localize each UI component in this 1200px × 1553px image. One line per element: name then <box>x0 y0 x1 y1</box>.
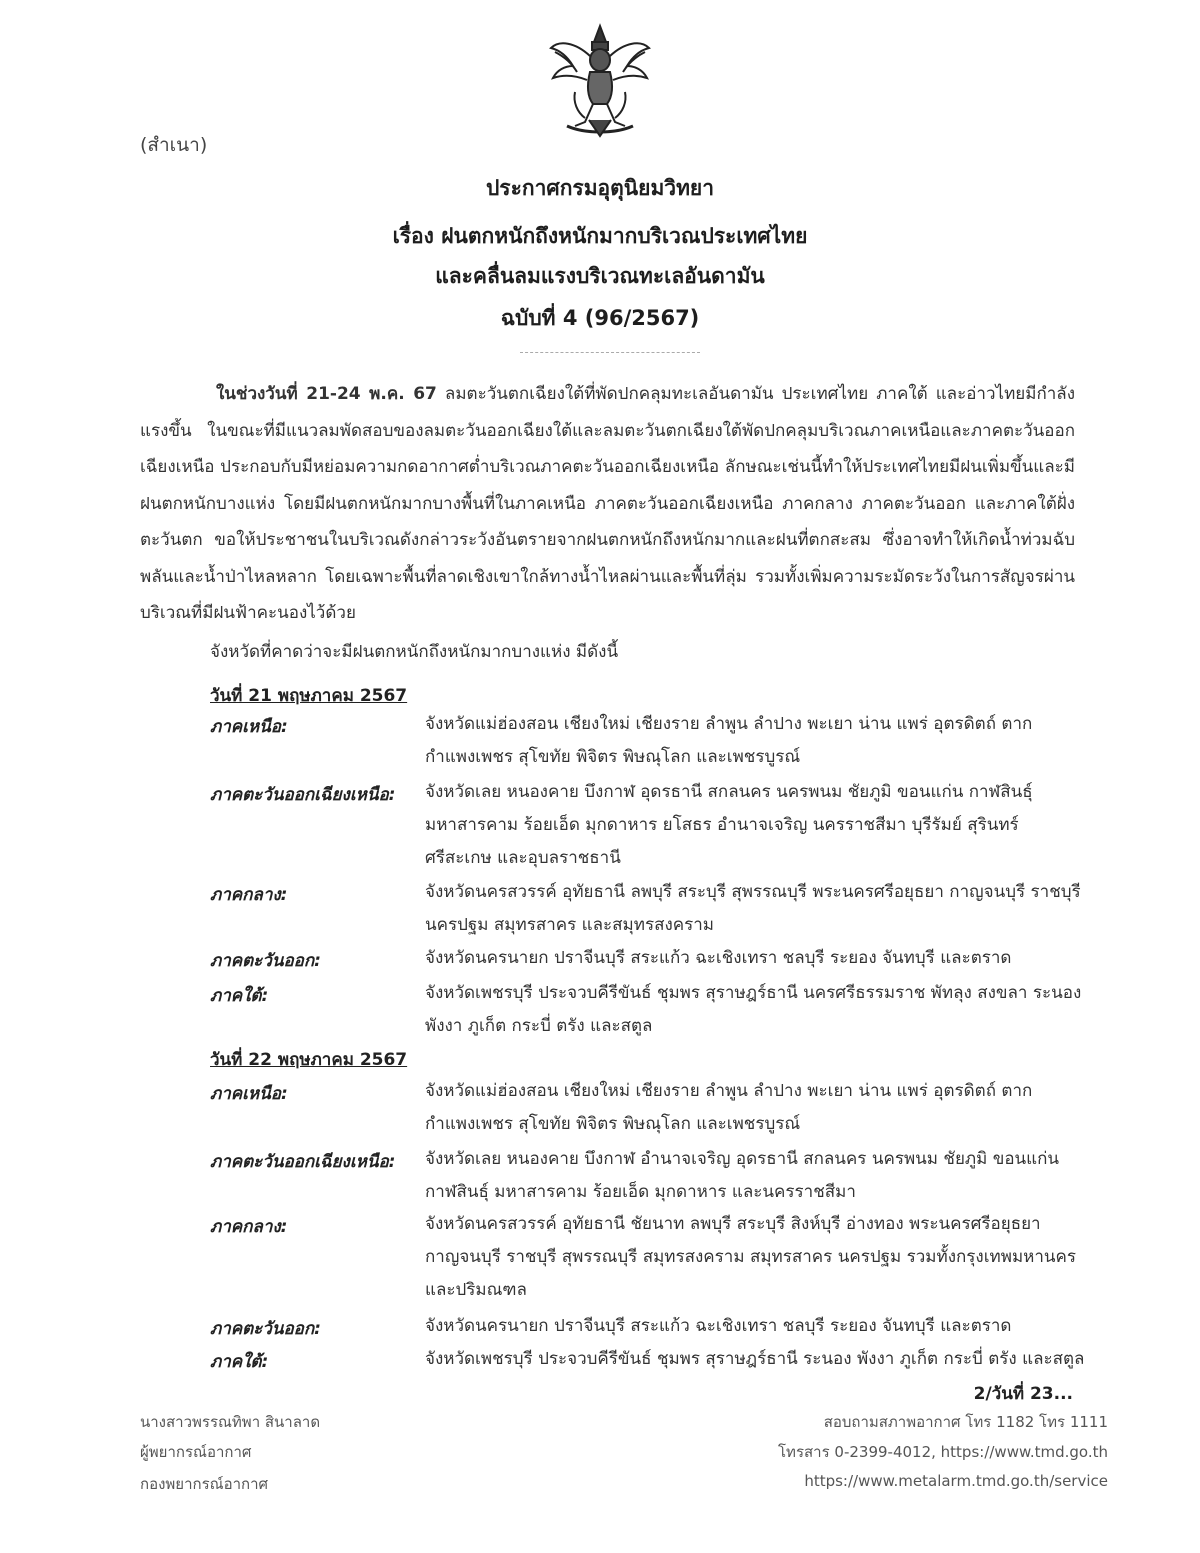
day-heading: วันที่ 21 พฤษภาคม 2567 <box>210 686 408 706</box>
announcement-subject-line2: และคลื่นลมแรงบริเวณทะเลอันดามัน <box>435 264 765 288</box>
region-provinces: จังหวัดเพชรบุรี ประจวบคีรีขันธ์ ชุมพร สุราษฎร์ธานี นครศรีธรรมราช พัทลุง สงขลา ระนอง พังงา ภูเก็ต กระบี่ ตรัง และสตูล <box>425 983 1082 1036</box>
region-provinces: จังหวัดเลย หนองคาย บึงกาฬ อุดรธานี สกลนคร นครพนม ชัยภูมิ ขอนแก่น กาฬสินธุ์ มหาสารคาม ร้อยเอ็ด มุกดาหาร ยโสธร อำนาจเจริญ นครราชสีมา บุรีรัมย์ สุรินทร์ ศรีสะเกษ และอุบลราชธานี <box>425 782 1033 868</box>
next-page-marker: 2/วันที่ 23... <box>973 1384 1073 1404</box>
forecaster-division: กองพยากรณ์อากาศ <box>140 1475 269 1493</box>
region-provinces: จังหวัดนครนายก ปราจีนบุรี สระแก้ว ฉะเชิงเทรา ชลบุรี ระยอง จันทบุรี และตราด <box>425 1316 1012 1336</box>
forecaster-title: ผู้พยากรณ์อากาศ <box>140 1443 252 1461</box>
province-intro: จังหวัดที่คาดว่าจะมีฝนตกหนักถึงหนักมากบางแห่ง มีดังนี้ <box>210 642 619 662</box>
region-label: ภาคกลาง: <box>210 1217 288 1237</box>
region-label: ภาคใต้: <box>210 986 269 1006</box>
region-provinces: จังหวัดแม่ฮ่องสอน เชียงใหม่ เชียงราย ลำพูน ลำปาง พะเยา น่าน แพร่ อุตรดิตถ์ ตาก กำแพงเพชร สุโขทัย พิจิตร พิษณุโลก และเพชรบูรณ์ <box>425 1081 1033 1134</box>
paragraph-lead: ในช่วงวันที่ 21-24 พ.ค. 67 <box>216 384 437 404</box>
day-heading: วันที่ 22 พฤษภาคม 2567 <box>210 1050 408 1070</box>
region-provinces: จังหวัดนครสวรรค์ อุทัยธานี ลพบุรี สระบุรี สุพรรณบุรี พระนครศรีอยุธยา กาญจนบุรี ราชบุรี นครปฐม สมุทรสาคร และสมุทรสงคราม <box>425 882 1081 935</box>
region-provinces: จังหวัดนครนายก ปราจีนบุรี สระแก้ว ฉะเชิงเทรา ชลบุรี ระยอง จันทบุรี และตราด <box>425 948 1012 968</box>
region-label: ภาคตะวันออกเฉียงเหนือ: <box>210 1152 396 1172</box>
announcement-title: ประกาศกรมอุตุนิยมวิทยา <box>485 176 715 200</box>
contact-phone: สอบถามสภาพอากาศ โทร 1182 โทร 1111 <box>823 1413 1108 1431</box>
region-label: ภาคตะวันออก: <box>210 951 321 971</box>
region-provinces: จังหวัดนครสวรรค์ อุทัยธานี ชัยนาท ลพบุรี สระบุรี สิงห์บุรี อ่างทอง พระนครศรีอยุธยา กาญจนบุรี ราชบุรี สุพรรณบุรี สมุทรสงคราม สมุทรสาคร นครปฐม รวมทั้งกรุงเทพมหานครและปริมณฑล <box>425 1214 1077 1300</box>
forecaster-name: นางสาวพรรณทิพา สินาลาด <box>140 1413 321 1431</box>
region-label: ภาคตะวันออกเฉียงเหนือ: <box>210 785 396 805</box>
region-provinces: จังหวัดแม่ฮ่องสอน เชียงใหม่ เชียงราย ลำพูน ลำปาง พะเยา น่าน แพร่ อุตรดิตถ์ ตาก กำแพงเพชร สุโขทัย พิจิตร พิษณุโลก และเพชรบูรณ์ <box>425 714 1033 767</box>
announcement-subject: เรื่อง ฝนตกหนักถึงหนักมากบริเวณประเทศไทย <box>392 224 808 248</box>
title-divider <box>520 352 700 353</box>
region-label: ภาคตะวันออก: <box>210 1319 321 1339</box>
copy-mark: (สำเนา) <box>140 134 208 156</box>
region-label: ภาคใต้: <box>210 1352 269 1372</box>
region-label: ภาคเหนือ: <box>210 717 288 737</box>
region-label: ภาคเหนือ: <box>210 1084 288 1104</box>
paragraph-text: ลมตะวันตกเฉียงใต้ที่พัดปกคลุมทะเลอันดามัน ประเทศไทย ภาคใต้ และอ่าวไทยมีกำลังแรงขึ้น ในขณะที่มีแนวลมพัดสอบของลมตะวันออกเฉียงใต้และลมตะวันตกเฉียงใต้พัดปกคลุมบริเวณภาคเหนือและภาคตะวันออกเฉียงเหนือ ประกอบกับมีหย่อมความกดอากาศต่ำบริเวณภาคตะวันออกเฉียงเหนือ ลักษณะเช่นนี้ทำให้ประเทศไทยมีฝนเพิ่มขึ้นและมีฝนตกหนักบางแห่ง โดยมีฝนตกหนักมากบางพื้นที่ในภาคเหนือ ภาคตะวันออกเฉียงเหนือ ภาคกลาง ภาคตะวันออก และภาคใต้ฝั่งตะวันตก ขอให้ประชาชนในบริเวณดังกล่าวระวังอันตรายจากฝนตกหนักถึงหนักมากและฝนที่ตกสะสม ซึ่งอาจทำให้เกิดน้ำท่วมฉับพลันและน้ำป่าไหลหลาก โดยเฉพาะพื้นที่ลาดเชิงเขาใกล้ทางน้ำไหลผ่านและพื้นที่ลุ่ม รวมทั้งเพิ่มความระมัดระวังในการสัญจรผ่านบริเวณที่มีฝนฟ้าคะนองไว้ด้วย <box>140 384 1075 623</box>
region-label: ภาคกลาง: <box>210 885 288 905</box>
region-provinces: จังหวัดเลย หนองคาย บึงกาฬ อำนาจเจริญ อุดรธานี สกลนคร นครพนม ชัยภูมิ ขอนแก่น กาฬสินธุ์ มหาสารคาม ร้อยเอ็ด มุกดาหาร และนครราชสีมา <box>425 1149 1060 1202</box>
contact-fax-website: โทรสาร 0-2399-4012, https://www.tmd.go.th <box>778 1443 1108 1461</box>
metalarm-link[interactable]: https://www.metalarm.tmd.go.th/service <box>804 1472 1108 1490</box>
garuda-emblem-icon <box>545 22 655 140</box>
region-provinces: จังหวัดเพชรบุรี ประจวบคีรีขันธ์ ชุมพร สุราษฎร์ธานี ระนอง พังงา ภูเก็ต กระบี่ ตรัง และสตูล <box>425 1349 1085 1369</box>
body-paragraph <box>140 376 1075 632</box>
announcement-issue-number: ฉบับที่ 4 (96/2567) <box>500 306 700 330</box>
